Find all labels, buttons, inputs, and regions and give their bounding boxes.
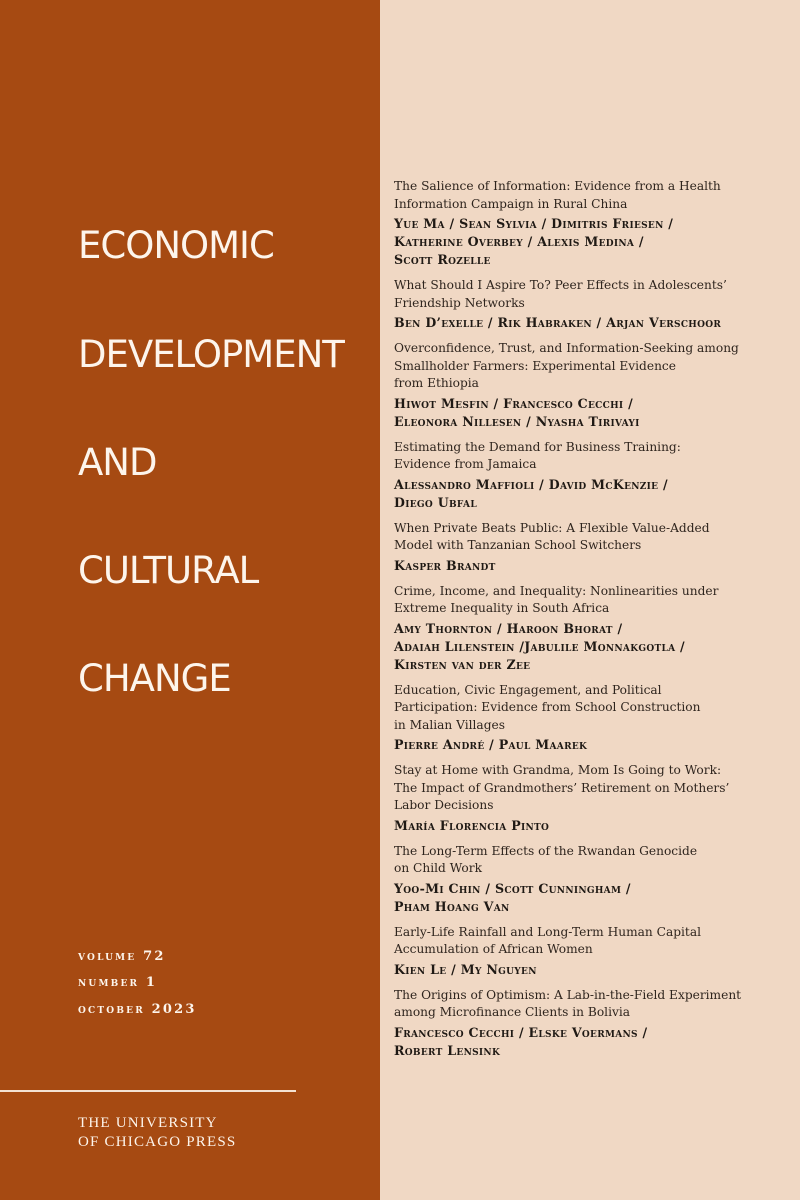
article-authors: Amy Thornton / Haroon Bhorat / Adaiah Lilenstein /Jabulile Monnakgotla / Kirsten van der Zee bbox=[394, 620, 685, 672]
date-label: october 2023 bbox=[78, 1002, 197, 1017]
toc-article-2 bbox=[394, 277, 784, 332]
number-label: number 1 bbox=[78, 975, 158, 990]
article-authors: Hiwot Mesfin / Francesco Cecchi / Eleonora Nillesen / Nyasha Tirivayi bbox=[394, 395, 640, 429]
article-authors: Pierre André / Paul Maarek bbox=[394, 737, 588, 752]
toc-article-11 bbox=[394, 987, 784, 1060]
article-title: Education, Civic Engagement, and Political Participation: Evidence from School Construction in Malian Villages bbox=[394, 682, 701, 732]
toc-article-1 bbox=[394, 178, 784, 269]
toc-article-6 bbox=[394, 583, 784, 674]
article-title: Stay at Home with Grandma, Mom Is Going to Work: The Impact of Grandmothers’ Retirement on Mothers’ Labor Decisions bbox=[394, 763, 730, 812]
article-title: What Should I Aspire To? Peer Effects in Adolescents’ Friendship Networks bbox=[394, 278, 727, 310]
article-title: When Private Beats Public: A Flexible Value-Added Model with Tanzanian School Switchers bbox=[394, 520, 710, 552]
journal-title-line-4: CULTURAL bbox=[78, 549, 259, 592]
toc-article-3 bbox=[394, 340, 784, 431]
journal-title-line-5: CHANGE bbox=[78, 657, 231, 700]
article-title: Crime, Income, and Inequality: Nonlinearities under Extreme Inequality in South Africa bbox=[394, 583, 719, 615]
volume-label: volume 72 bbox=[78, 949, 166, 964]
article-title: Early-Life Rainfall and Long-Term Human Capital Accumulation of African Women bbox=[394, 924, 701, 956]
article-authors: Kasper Brandt bbox=[394, 557, 496, 573]
toc-article-5 bbox=[394, 520, 784, 575]
article-authors: Yue Ma / Sean Sylvia / Dimitris Friesen / Katherine Overbey / Alexis Medina / Scott Rozelle bbox=[394, 216, 674, 267]
article-authors: María Florencia Pinto bbox=[394, 817, 550, 833]
publisher-divider bbox=[0, 1090, 296, 1092]
journal-title-line-1: ECONOMIC bbox=[78, 224, 274, 267]
article-title: The Long-Term Effects of the Rwandan Genocide on Child Work bbox=[394, 843, 698, 875]
publisher-line-1: THE UNIVERSITY bbox=[78, 1115, 218, 1131]
article-authors: Alessandro Maffioli / David McKenzie / Diego Ubfal bbox=[394, 476, 668, 510]
article-title: Estimating the Demand for Business Training: Evidence from Jamaica bbox=[394, 439, 681, 471]
toc-article-9 bbox=[394, 843, 784, 916]
article-title: The Origins of Optimism: A Lab-in-the-Field Experiment among Microfinance Clients in Bolivia bbox=[394, 987, 742, 1019]
article-authors: Yoo-Mi Chin / Scott Cunningham / Pham Hoang Van bbox=[394, 880, 631, 914]
article-authors: Francesco Cecchi / Elske Voermans / Robert Lensink bbox=[394, 1024, 648, 1058]
journal-title-line-2: DEVELOPMENT bbox=[78, 333, 344, 376]
journal-title-line-3: AND bbox=[78, 441, 157, 484]
article-title: Overconfidence, Trust, and Information-Seeking among Smallholder Farmers: Experimental Evidence from Ethiopia bbox=[394, 341, 739, 390]
publisher-line-2: OF CHICAGO PRESS bbox=[78, 1134, 237, 1150]
cover-left-panel bbox=[0, 0, 380, 1200]
article-authors: Kien Le / My Nguyen bbox=[394, 961, 537, 977]
table-of-contents bbox=[394, 178, 784, 1068]
article-title: The Salience of Information: Evidence from a Health Information Campaign in Rural China bbox=[394, 179, 721, 211]
toc-article-8 bbox=[394, 762, 784, 835]
toc-article-7 bbox=[394, 682, 784, 755]
toc-article-10 bbox=[394, 924, 784, 979]
toc-article-4 bbox=[394, 439, 784, 512]
article-authors: Ben D’exelle / Rik Habraken / Arjan Verschoor bbox=[394, 315, 722, 330]
